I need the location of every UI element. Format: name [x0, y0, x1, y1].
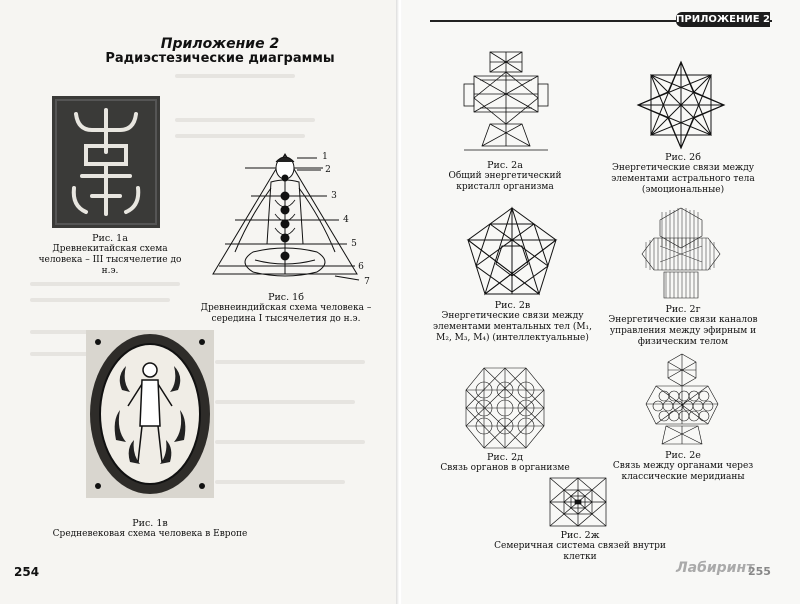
fig-1v-label: Рис. 1в — [132, 518, 168, 529]
fig-2v-text: Энергетические связи между элементами ментальных тел (М₁, М₂, М₃, М₄) (интеллектуальные) — [432, 311, 593, 343]
fig-1b-marker-6: 6 — [358, 262, 364, 272]
fig-1b-text: Древнеиндийская схема человека – середина I тысячелетия до н.э. — [200, 303, 372, 324]
fig-2v-label: Рис. 2в — [494, 300, 531, 311]
fig-1b-marker-7: 7 — [364, 277, 370, 287]
fig-1v-medieval-image — [86, 330, 214, 498]
fig-2zh-label: Рис. 2ж — [560, 530, 600, 541]
fig-2g-channels-diagram — [640, 206, 722, 302]
fig-2v-pentagon-diagram — [466, 206, 558, 298]
show-through-line — [175, 134, 305, 138]
fig-2d-label: Рис. 2д — [487, 452, 523, 463]
page-number-right: 255 — [748, 565, 771, 578]
fig-1a-label: Рис. 1а — [92, 233, 128, 244]
page-subtitle: Радиэстезические диаграммы — [105, 51, 335, 66]
fig-2zh-text: Семеричная система связей внутри клетки — [494, 541, 666, 562]
fig-2d-caption — [430, 452, 580, 474]
fig-1b-marker-4: 4 — [343, 215, 349, 225]
fig-1b-marker-1: 1 — [322, 152, 328, 162]
fig-1b-label: Рис. 1б — [268, 292, 304, 303]
show-through-line — [175, 74, 295, 78]
fig-1a-caption — [30, 233, 190, 277]
fig-1v-caption — [30, 518, 270, 540]
fig-2e-label: Рис. 2е — [665, 450, 701, 461]
show-through-line — [215, 360, 365, 364]
fig-2zh-caption — [480, 530, 680, 563]
fig-2b-star-diagram — [636, 60, 726, 150]
fig-1b-marker-2: 2 — [325, 165, 331, 175]
fig-1b-caption — [195, 292, 377, 325]
fig-2zh-cell-diagram — [548, 476, 608, 528]
page-title: Приложение 2 — [160, 36, 280, 52]
show-through-line — [30, 298, 170, 302]
page-number-left: 254 — [14, 565, 40, 579]
fig-2e-text: Связь между органами через классические меридианы — [612, 461, 754, 482]
fig-2a-text: Общий энергетический кристалл организма — [448, 171, 562, 192]
fig-2v-caption — [425, 300, 600, 344]
fig-2e-meridians-diagram — [644, 352, 720, 448]
fig-2b-caption — [608, 152, 758, 196]
fig-2b-text: Энергетические связи между элементами астрального тела (эмоциональные) — [611, 163, 755, 195]
fig-2a-label: Рис. 2а — [487, 160, 523, 171]
show-through-line — [30, 282, 180, 286]
fig-1b-marker-5: 5 — [351, 239, 357, 249]
fig-2a-caption — [430, 160, 580, 193]
fig-2g-text: Энергетические связи каналов управления между эфирным и физическим телом — [608, 315, 758, 347]
fig-2a-crystal-diagram — [460, 50, 552, 154]
show-through-line — [215, 400, 355, 404]
show-through-line — [175, 118, 315, 122]
fig-2b-label: Рис. 2б — [665, 152, 701, 163]
left-page — [0, 0, 398, 604]
labirint-watermark: Лабиринт — [676, 560, 755, 576]
fig-2d-text: Связь органов в организме — [440, 463, 570, 473]
fig-1a-text: Древнекитайская схема человека – III тысячелетие до н.э. — [38, 244, 182, 276]
show-through-line — [215, 440, 365, 444]
show-through-line — [215, 480, 345, 484]
fig-1v-text: Средневековая схема человека в Европе — [52, 529, 248, 539]
fig-2e-caption — [608, 450, 758, 483]
running-header: ПРИЛОЖЕНИЕ 2 — [676, 14, 770, 25]
fig-2d-organs-diagram — [464, 366, 546, 450]
fig-2g-label: Рис. 2г — [665, 304, 701, 315]
fig-2g-caption — [608, 304, 758, 348]
fig-1a-chinese-glyph-image — [52, 96, 160, 228]
fig-1b-marker-3: 3 — [331, 191, 337, 201]
